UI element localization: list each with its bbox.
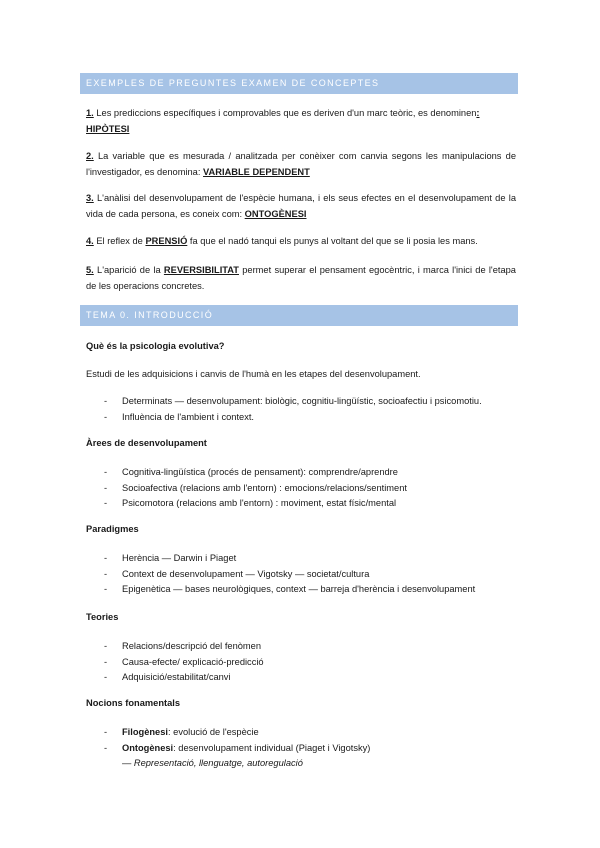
- term-description: : evolució de l'espècie: [167, 727, 259, 737]
- term-description: : desenvolupament individual (Piaget i Vigotsky): [173, 742, 371, 753]
- answer: PRENSIÓ: [145, 236, 188, 246]
- question-text: Les prediccions específiques i comprovables que es deriven d'un marc teòric, es denominen: [93, 108, 477, 118]
- answer: VARIABLE DEPENDENT: [203, 167, 310, 177]
- heading-what-is: Què és la psicologia evolutiva?: [86, 341, 225, 351]
- term: Filogènesi: [122, 727, 168, 737]
- answer: ONTOGÈNESI: [244, 209, 307, 219]
- section-header-intro: TEMA 0. INTRODUCCIÓ: [80, 305, 518, 326]
- list-item: - Herència — Darwin i Piaget: [104, 551, 524, 567]
- term: Ontogènesi: [122, 742, 174, 753]
- answer-prefix: :: [476, 108, 480, 118]
- question-number: 1.: [86, 108, 94, 118]
- question-1: [86, 105, 516, 137]
- answer: HIPÒTESI: [86, 124, 130, 134]
- answer: REVERSIBILITAT: [163, 265, 239, 275]
- question-3: [86, 190, 516, 222]
- list-item: - Determinats — desenvolupament: biològic, cognitiu-lingüístic, socioafectiu i psicomotiu.: [104, 394, 524, 410]
- heading-paradigms: Paradigmes: [86, 524, 139, 534]
- question-number: 5.: [86, 265, 94, 275]
- question-text-after: permet superar el pensament egocèntric, i marca l'inici de l'etapa de les operacions concretes.: [86, 265, 516, 291]
- list-item: [104, 741, 524, 757]
- question-number: 4.: [86, 236, 94, 246]
- list-item: - Socioafectiva (relacions amb l'entorn) : emocions/relacions/sentiment: [104, 481, 524, 497]
- question-text: El reflex de: [93, 236, 143, 246]
- list-item: - Epigenètica — bases neurològiques, context — barreja d'herència i desenvolupament: [104, 582, 524, 598]
- theories-list: [104, 639, 524, 686]
- list-item: - Adquisició/estabilitat/canvi: [104, 670, 524, 686]
- list-item: - Causa-efecte/ explicació-predicció: [104, 655, 524, 671]
- question-5: [86, 262, 516, 294]
- section-header-exam-questions: EXEMPLES DE PREGUNTES EXAMEN DE CONCEPTES: [80, 73, 518, 94]
- heading-notions: Nocions fonamentals: [86, 698, 181, 708]
- notions-list: [104, 725, 524, 756]
- list-item: - Psicomotora (relacions amb l'entorn) : moviment, estat físic/mental: [104, 496, 524, 512]
- question-text: La variable que es mesurada / analitzada per conèixer com canvia segons les manipulacions de l'investigador, es denomina:: [86, 151, 516, 177]
- list-item: - Relacions/descripció del fenòmen: [104, 639, 524, 655]
- question-text: L'aparició de la: [93, 265, 161, 275]
- definition-text: Estudi de les adquisicions i canvis de l'humà en les etapes del desenvolupament.: [86, 369, 421, 379]
- paradigms-list: [104, 551, 524, 598]
- heading-areas: Àrees de desenvolupament: [86, 438, 207, 448]
- question-text-after: fa que el nadó tanqui els punys al voltant del que se li posia les mans.: [187, 236, 478, 246]
- question-4: [86, 233, 516, 249]
- intro-list: [104, 394, 524, 425]
- question-number: 2.: [86, 151, 94, 161]
- list-item: - Context de desenvolupament — Vigotsky — societat/cultura: [104, 567, 524, 583]
- notions-sub-item: — Representació, llenguatge, autoregulació: [122, 758, 303, 768]
- question-number: 3.: [86, 193, 94, 203]
- question-2: [86, 148, 516, 180]
- list-item: - Cognitiva-lingüística (procés de pensament): comprendre/aprendre: [104, 465, 524, 481]
- heading-theories: Teories: [86, 612, 119, 622]
- list-item: [104, 725, 524, 741]
- list-item: - Influència de l'ambient i context.: [104, 410, 524, 426]
- areas-list: [104, 465, 524, 512]
- question-text: L'anàlisi del desenvolupament de l'espècie humana, i els seus efectes en el desenvolupament de la vida de cada persona, es coneix com:: [86, 193, 516, 219]
